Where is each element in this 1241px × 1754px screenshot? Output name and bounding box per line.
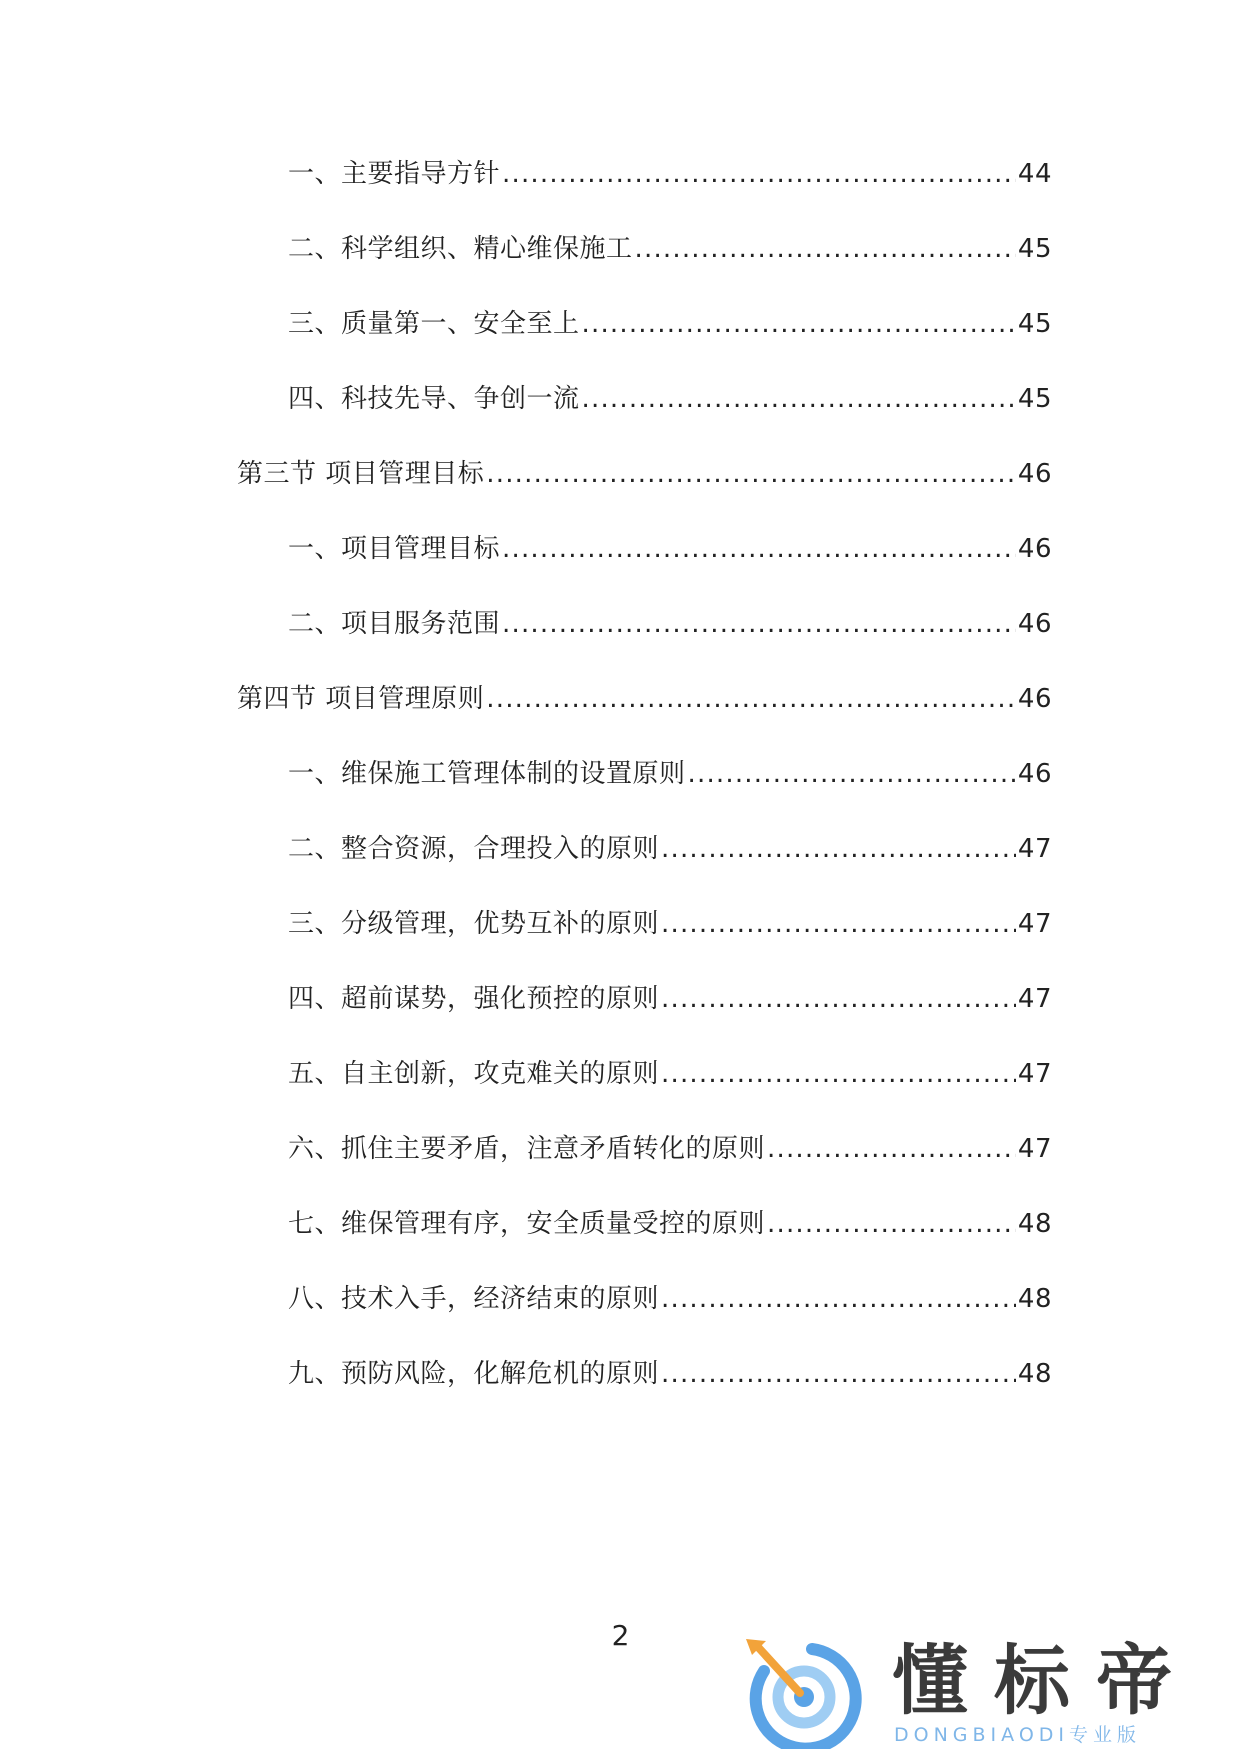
toc-entry-title: 二、整合资源，合理投入的原则: [288, 834, 660, 864]
toc-entry-page: 47: [1017, 834, 1052, 864]
toc-entry-page: 46: [1017, 534, 1052, 564]
toc-leader-dots: [661, 1279, 1016, 1319]
toc-entry[interactable]: [288, 1054, 1052, 1094]
watermark: [742, 1637, 1222, 1749]
toc-entry[interactable]: [288, 379, 1052, 419]
toc-entry-title: 六、抓住主要矛盾，注意矛盾转化的原则: [288, 1134, 766, 1164]
toc-entry[interactable]: [288, 1129, 1052, 1169]
toc-leader-dots: [661, 979, 1016, 1019]
toc-entry-page: 47: [1017, 909, 1052, 939]
toc-entry[interactable]: [288, 229, 1052, 269]
toc-entry-page: 47: [1017, 1059, 1052, 1089]
toc-entry[interactable]: [288, 829, 1052, 869]
toc-entry-title: 四、科技先导、争创一流: [288, 384, 580, 414]
toc-entry-title: 九、预防风险，化解危机的原则: [288, 1359, 660, 1389]
page-number: 2: [611, 1619, 630, 1652]
toc-leader-dots: [661, 904, 1016, 944]
toc-entry[interactable]: [288, 154, 1052, 194]
toc-entry-title: 第三节 项目管理目标: [237, 459, 485, 489]
toc-leader-dots: [582, 379, 1016, 419]
toc-entry[interactable]: [288, 754, 1052, 794]
target-logo-icon: [742, 1637, 872, 1749]
toc-entry-title: 四、超前谋势，强化预控的原则: [288, 984, 660, 1014]
toc-entry[interactable]: [288, 529, 1052, 569]
watermark-subtitle: DONGBIAODI专业版: [894, 1724, 1142, 1746]
toc-leader-dots: [486, 454, 1016, 494]
toc-leader-dots: [486, 679, 1016, 719]
toc-entry-title: 七、维保管理有序，安全质量受控的原则: [288, 1209, 766, 1239]
toc-entry-page: 45: [1017, 309, 1052, 339]
toc-leader-dots: [661, 1354, 1016, 1394]
toc-entry-title: 一、项目管理目标: [288, 534, 501, 564]
toc-entry-title: 三、质量第一、安全至上: [288, 309, 580, 339]
toc-entry[interactable]: [288, 1354, 1052, 1394]
toc-entry-title: 二、科学组织、精心维保施工: [288, 234, 633, 264]
toc-leader-dots: [502, 154, 1016, 194]
toc-leader-dots: [582, 304, 1016, 344]
toc-entry-page: 44: [1017, 159, 1052, 189]
toc-entry-title: 八、技术入手，经济结束的原则: [288, 1284, 660, 1314]
toc-entry[interactable]: [288, 1204, 1052, 1244]
toc-entry-page: 46: [1017, 759, 1052, 789]
toc-entry-page: 48: [1017, 1359, 1052, 1389]
toc-entry-page: 48: [1017, 1209, 1052, 1239]
toc-entry-page: 45: [1017, 234, 1052, 264]
toc-entry-title: 五、自主创新，攻克难关的原则: [288, 1059, 660, 1089]
toc-leader-dots: [661, 1054, 1016, 1094]
toc-entry[interactable]: [288, 904, 1052, 944]
toc-entry-title: 三、分级管理，优势互补的原则: [288, 909, 660, 939]
toc-entry[interactable]: [288, 304, 1052, 344]
toc-section-entry[interactable]: [237, 679, 1052, 719]
toc-entry-page: 48: [1017, 1284, 1052, 1314]
watermark-title: 懂标帝: [892, 1636, 1198, 1725]
toc-section-entry[interactable]: [237, 454, 1052, 494]
toc-entry-title: 一、维保施工管理体制的设置原则: [288, 759, 686, 789]
toc-leader-dots: [767, 1129, 1016, 1169]
toc-entry[interactable]: [288, 1279, 1052, 1319]
toc-entry[interactable]: [288, 604, 1052, 644]
toc-leader-dots: [688, 754, 1016, 794]
toc-entry-page: 46: [1017, 459, 1052, 489]
toc-entry-title: 二、项目服务范围: [288, 609, 501, 639]
toc-leader-dots: [502, 604, 1016, 644]
toc-entry[interactable]: [288, 979, 1052, 1019]
toc-leader-dots: [502, 529, 1016, 569]
toc-entry-page: 47: [1017, 1134, 1052, 1164]
toc-entry-title: 第四节 项目管理原则: [237, 684, 485, 714]
toc-entry-page: 46: [1017, 684, 1052, 714]
toc-entry-page: 46: [1017, 609, 1052, 639]
toc-entry-page: 45: [1017, 384, 1052, 414]
toc-leader-dots: [767, 1204, 1016, 1244]
toc-entry-page: 47: [1017, 984, 1052, 1014]
toc-leader-dots: [635, 229, 1016, 269]
toc-leader-dots: [661, 829, 1016, 869]
toc-entry-title: 一、主要指导方针: [288, 159, 501, 189]
